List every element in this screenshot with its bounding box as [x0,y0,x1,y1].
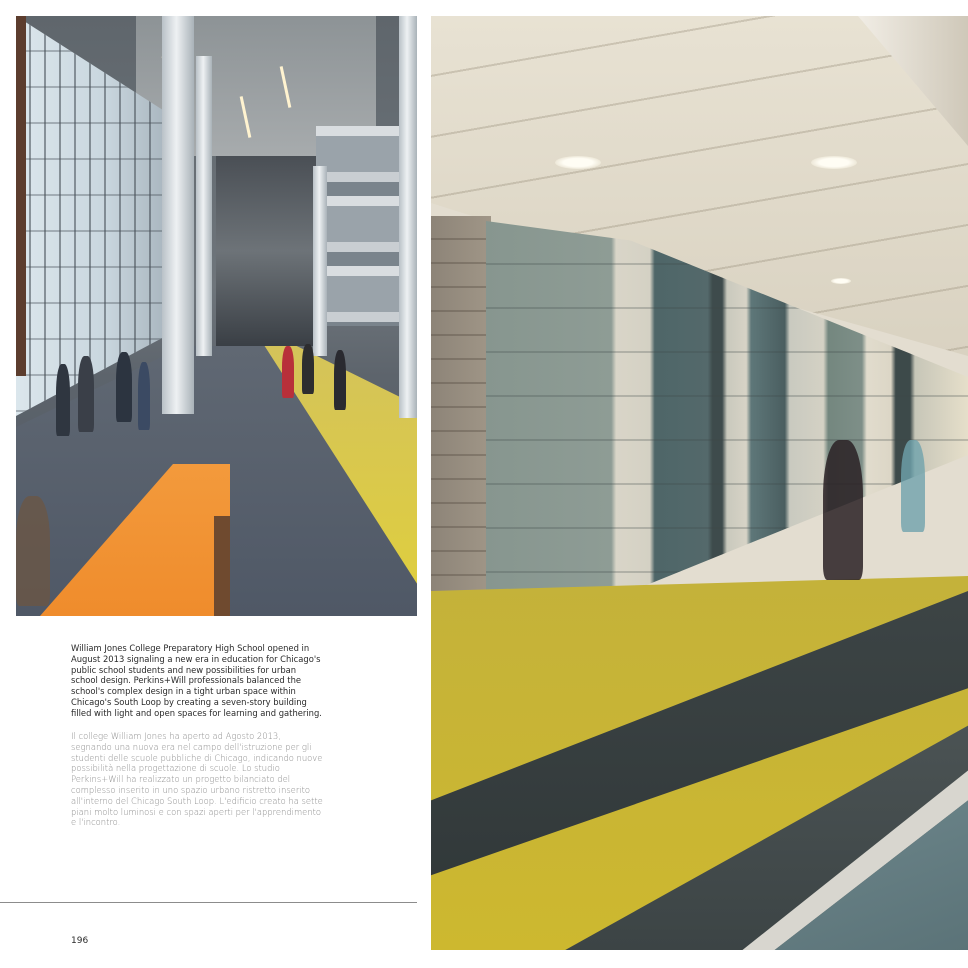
atrium-column [313,166,327,356]
blurred-figure [16,496,50,606]
visitor-figure [116,352,132,422]
atrium-column [196,56,212,356]
downlight [831,278,851,284]
block-wall [431,216,491,606]
footer-rule [0,902,417,903]
visitor-figure [282,346,294,398]
visitor-figure [334,350,346,410]
walking-student [901,440,925,532]
visitor-figure [78,356,94,432]
visitor-figure [56,364,70,436]
brick-edge [16,16,26,376]
atrium-far-wall [216,156,316,346]
caption-italian: Il college William Jones ha aperto ad Agosto 2013, segnando una nuova era nel campo dell'istruzione per gli studenti delle scuole pubbliche di Chicago, indicando nuove possibilità nella progettazione di scuole. Lo studio Perkins+Will ha realizzato un progetto bilanciato del complesso inserito in uno spazio urbano ristretto inserito all'interno del Chicago South Loop. L'edificio creato ha sette piani molto luminosi e con spazi aperti per l'apprendimento e l'incontro. [71,731,323,828]
visitor-figure [302,344,314,394]
corridor-photo [431,16,968,950]
caption-english: William Jones College Preparatory High School opened in August 2013 signaling a new era in education for Chicago's public school students and new possibilities for urban school design. Perkins+Will professionals balanced the school's complex design in a tight urban space within Chicago's South Loop by creating a seven-story building filled with light and open spaces for learning and gathering. [71,643,322,718]
page-number: 196 [71,936,89,946]
atrium-column [399,16,417,418]
railing-post [214,516,230,616]
walking-student [823,440,863,580]
downlight [555,156,601,169]
downlight [811,156,857,169]
atrium-photo [16,16,417,616]
visitor-figure [138,362,150,430]
atrium-column [162,16,194,414]
